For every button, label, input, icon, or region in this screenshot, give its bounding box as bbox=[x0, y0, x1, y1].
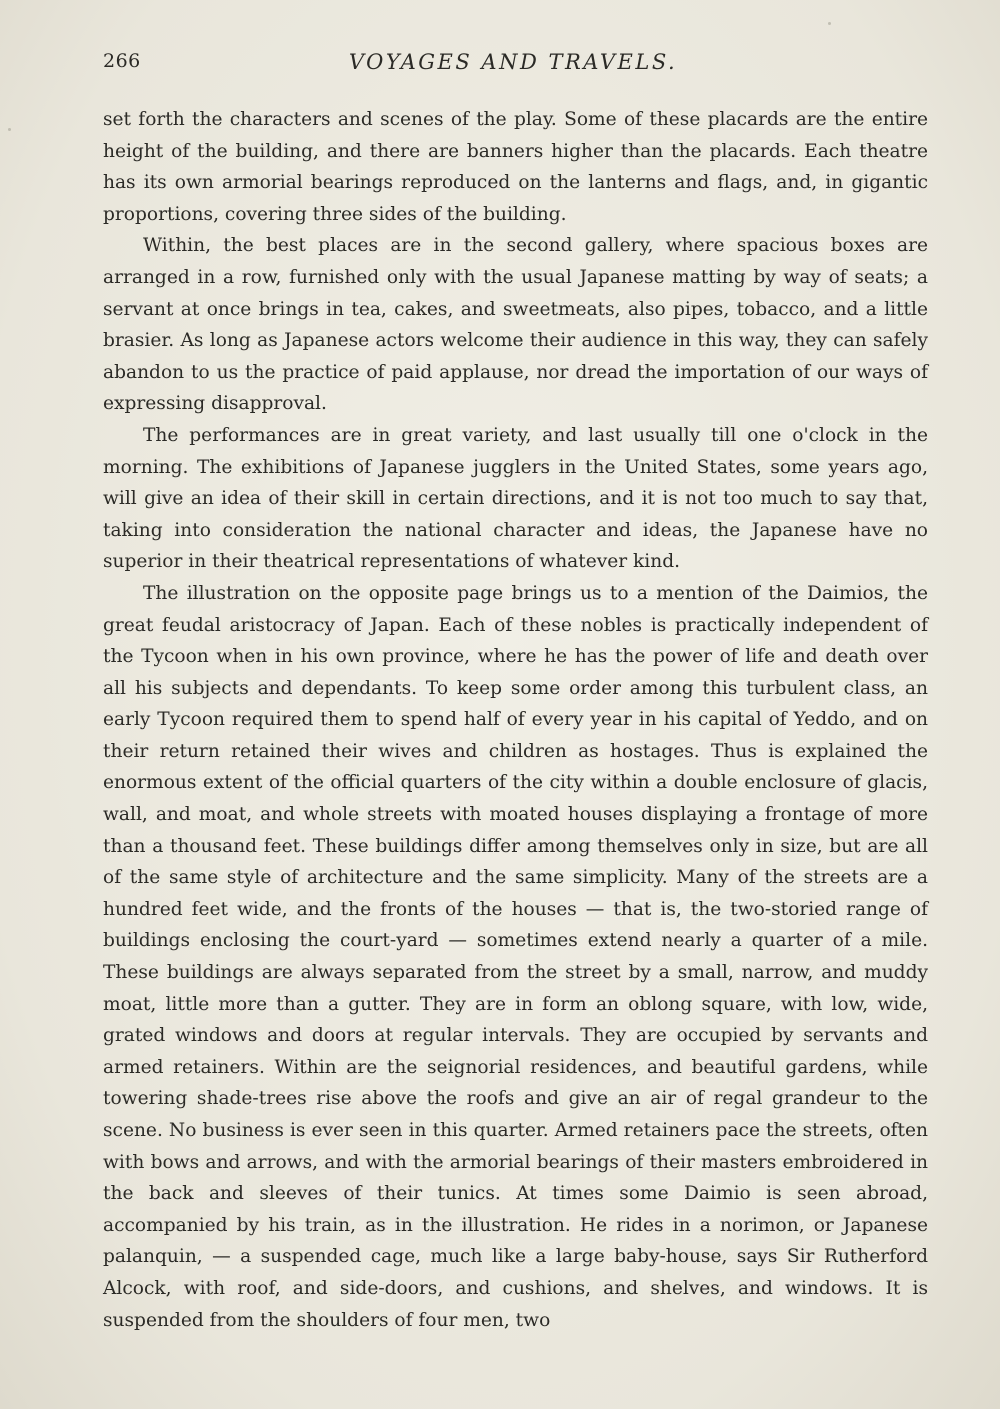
paragraph: Within, the best places are in the second gallery, where spacious boxes are arranged in a row, furnished only with the usual Japanese matting by way of seats; a servant at once brings in tea, cakes, and sweetmeats, also pipes, tobacco, and a little brasier. As long as Japanese actors welcome their audience in this way, they can safely abandon to us the practice of paid applause, nor dread the importation of our ways of expressing disapproval. bbox=[103, 235, 928, 415]
page-header bbox=[103, 50, 923, 80]
paper-speck bbox=[8, 128, 11, 131]
paragraph: The illustration on the opposite page brings us to a mention of the Daimios, the great feudal aristocracy of Japan. Each of these nobles is practically independent of the Tycoon when in his own province, where he has the power of life and death over all his subjects and dependants. To keep some order among this turbulent class, an early Tycoon required them to spend half of every year in his capital of Yeddo, and on their return retained their wives and children as hostages. Thus is explained the enormous extent of the official quarters of the city within a double enclosure of glacis, wall, and moat, and whole streets with moated houses displaying a frontage of more than a thousand feet. These buildings differ among themselves only in size, but are all of the same style of architecture and the same simplicity. Many of the streets are a hundred feet wide, and the fronts of the houses — that is, the two-storied range of buildings enclosing the court-yard — sometimes extend nearly a quarter of a mile. These buildings are always separated from the street by a small, narrow, and muddy moat, little more than a gutter. They are in form an oblong square, with low, wide, grated windows and doors at regular intervals. They are occupied by servants and armed retainers. Within are the seignorial residences, and beautiful gardens, while towering shade-trees rise above the roofs and give an air of regal grandeur to the scene. No business is ever seen in this quarter. Armed retainers pace the streets, often with bows and arrows, and with the armorial bearings of their masters embroidered in the back and sleeves of their tunics. At times some Daimio is seen abroad, accompanied by his train, as in the illustration. He rides in a norimon, or Japanese palanquin, — a suspended cage, much like a large baby-house, says Sir Rutherford Alcock, with roof, and side-doors, and cushions, and shelves, and windows. It is suspended from the shoulders of four men, two bbox=[103, 582, 928, 1331]
running-head: VOYAGES AND TRAVELS. bbox=[348, 50, 678, 74]
body-text bbox=[103, 104, 928, 1336]
paragraph: set forth the characters and scenes of the play. Some of these placards are the entire height of the building, and there are banners higher than the placards. Each theatre has its own armorial bearings reproduced on the lanterns and flags, and, in gigantic proportions, covering three sides of the building. bbox=[103, 109, 928, 225]
paper-speck bbox=[828, 22, 831, 25]
paragraph: The performances are in great variety, and last usually till one o'clock in the morning. The exhibitions of Japanese jugglers in the United States, some years ago, will give an idea of their skill in certain directions, and it is not too much to say that, taking into consideration the national character and ideas, the Japanese have no superior in their theatrical representations of whatever kind. bbox=[103, 424, 928, 573]
page-number: 266 bbox=[103, 50, 141, 72]
